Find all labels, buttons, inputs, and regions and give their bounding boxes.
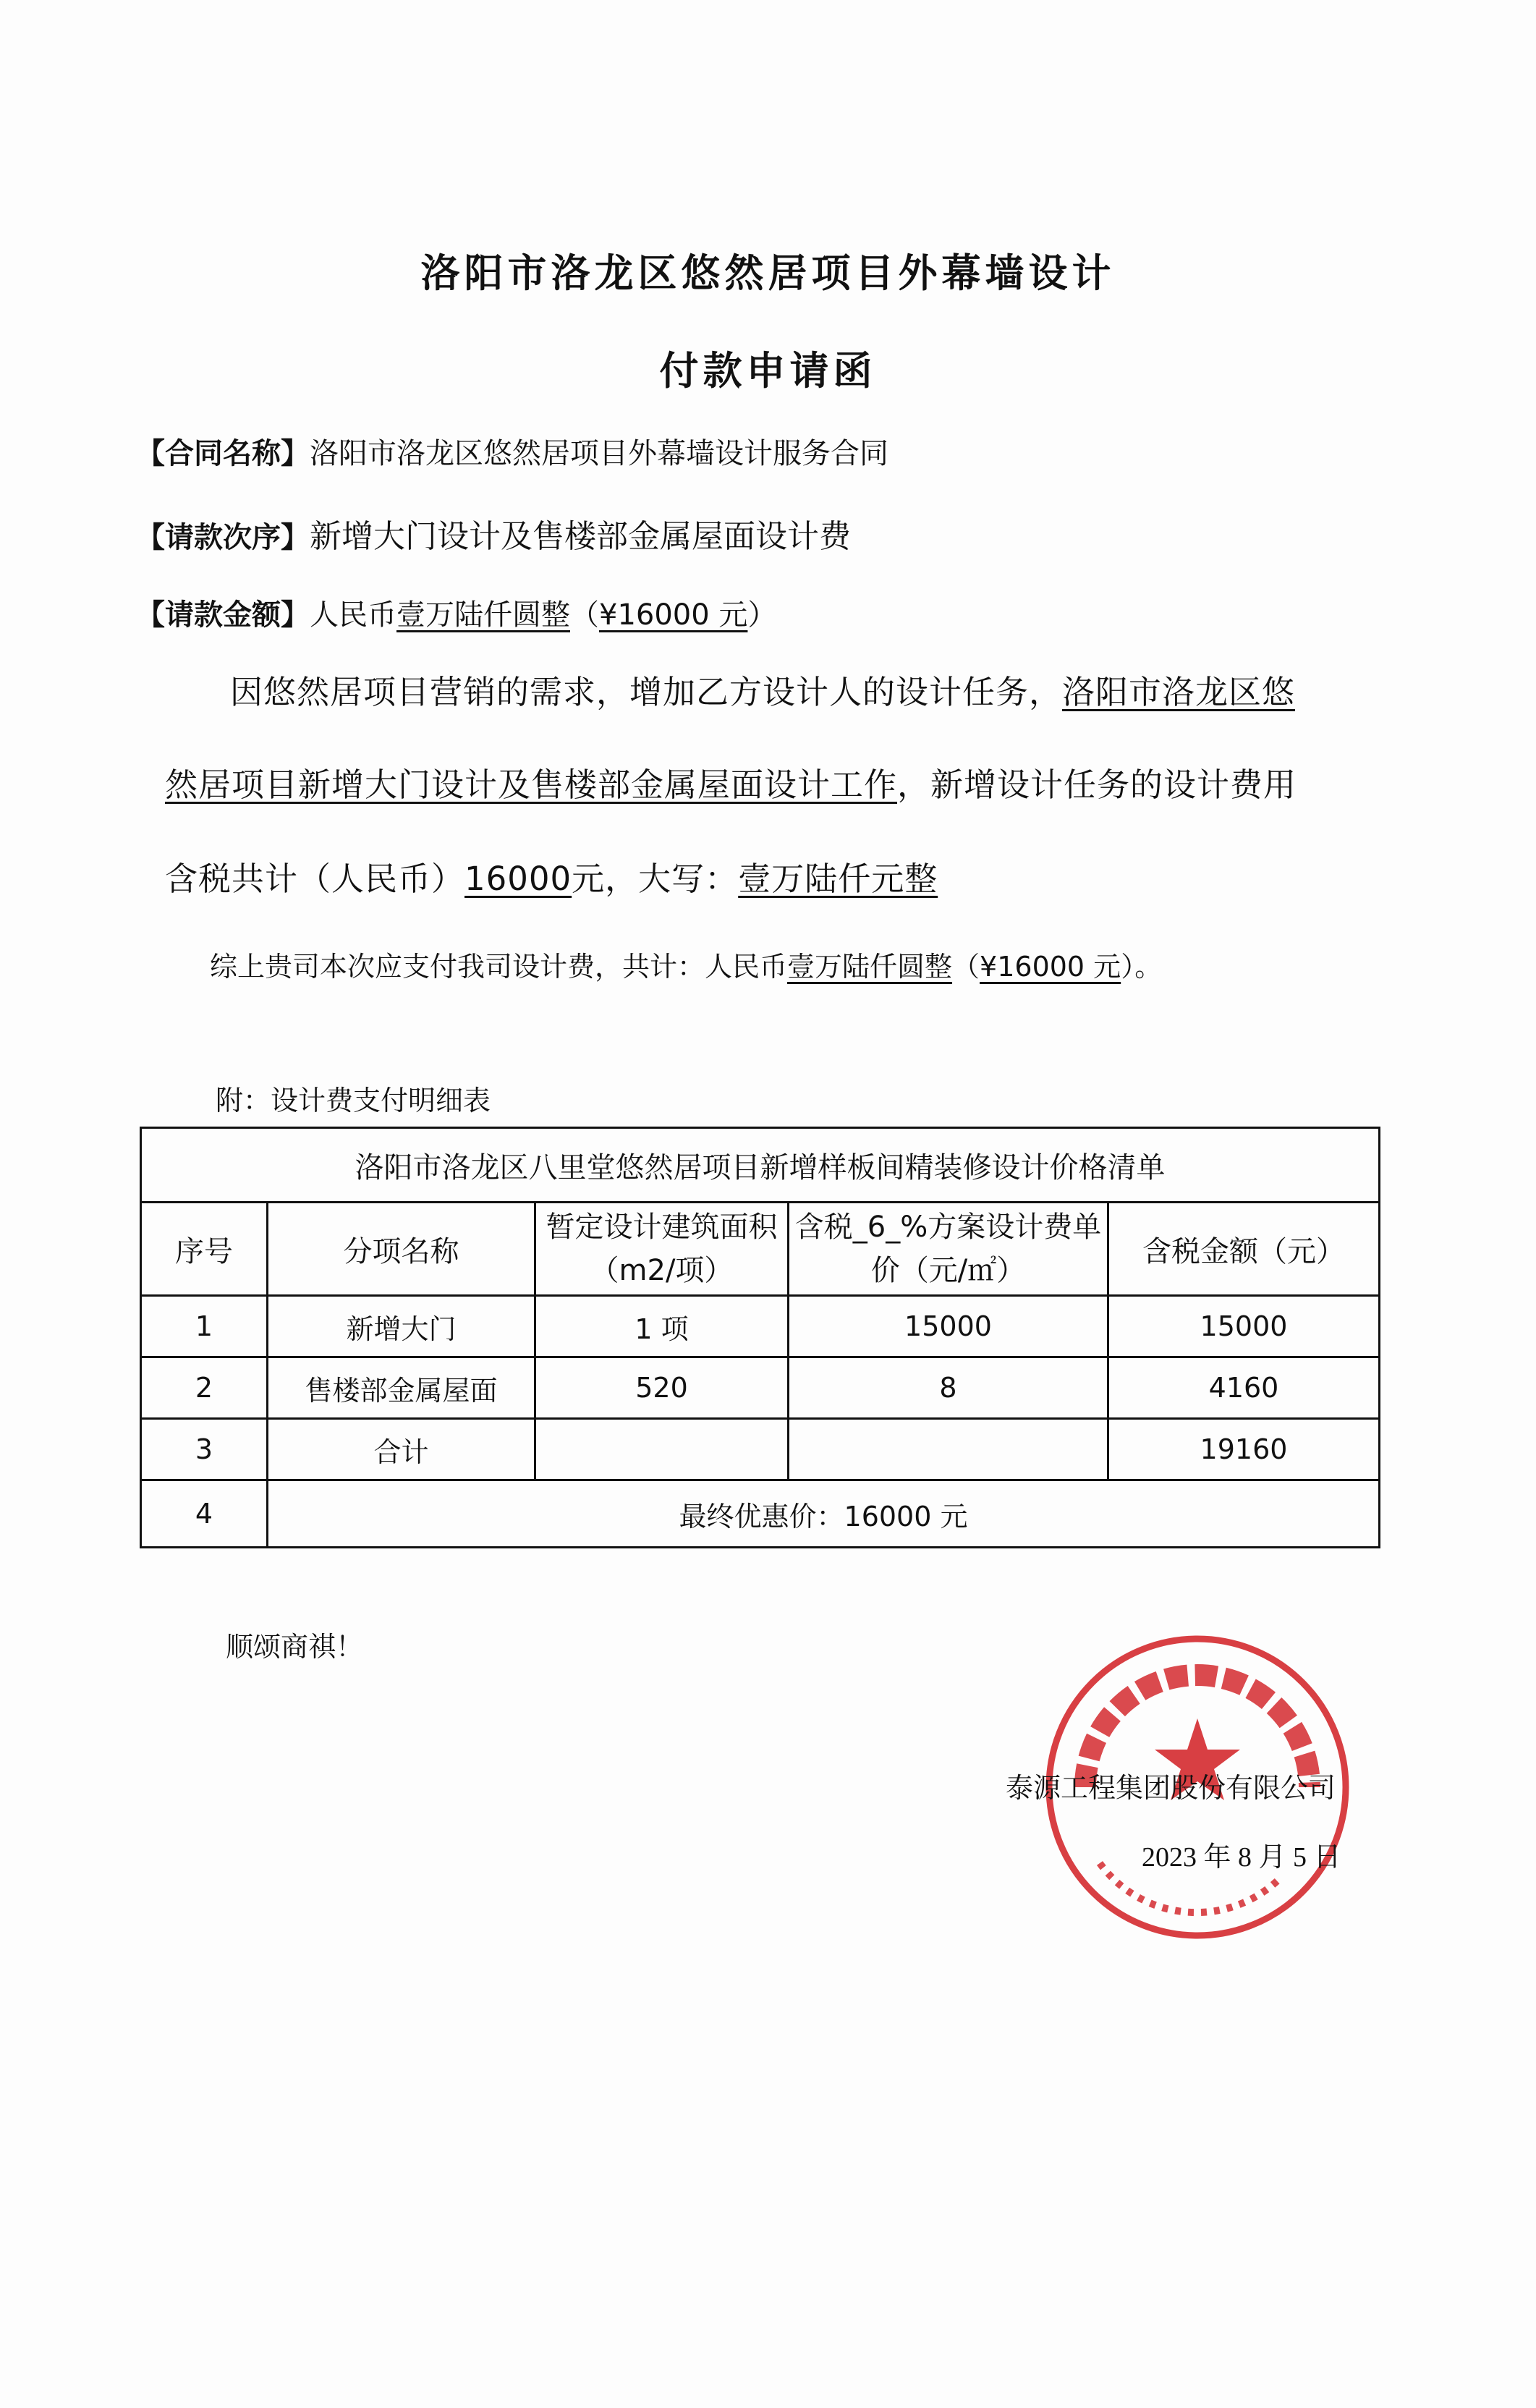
document-subtitle: 付款申请函 [659,348,877,394]
paragraph-line-1-text: 因悠然居项目营销的需求，增加乙方设计人的设计任务， [230,673,1063,711]
cell-item-name: 新增大门 [268,1296,535,1357]
paragraph-line-2-text: ，新增设计任务的设计费用 [897,766,1297,804]
paragraph-line-1 [230,666,1295,713]
fee-detail-table [140,1127,1380,1548]
summary-prefix: 综上贵司本次应支付我司设计费，共计：人民币 [210,951,788,983]
cell-no: 1 [141,1296,268,1357]
table-row-final-price [141,1480,1380,1548]
payment-amount-words: 壹万陆仟圆整 [396,598,570,632]
cell-item-name: 合计 [268,1419,535,1480]
contract-name-value: 洛阳市洛龙区悠然居项目外幕墙设计服务合同 [310,437,888,470]
header-no: 序号 [141,1203,268,1296]
cell-final-price: 最终优惠价：16000 元 [268,1480,1380,1548]
summary-line [210,944,1162,984]
cell-unit-price: 8 [789,1357,1108,1419]
company-name: 泰源工程集团股份有限公司 [1006,1772,1336,1804]
document-title: 洛阳市洛龙区悠然居项目外幕墙设计 [420,250,1116,296]
cell-area: 1 项 [535,1296,789,1357]
payment-amount-label: 【请款金额】 [136,598,310,632]
cell-amount: 15000 [1108,1296,1380,1357]
letter-date: 2023 年 8 月 5 日 [1142,1842,1341,1873]
paragraph-line-1-underlined: 洛阳市洛龙区悠 [1062,673,1296,711]
paragraph-line-2-underlined: 然居项目新增大门设计及售楼部金属屋面设计工作 [165,766,898,804]
summary-words: 壹万陆仟圆整 [787,951,953,983]
paragraph-line-2 [165,758,1297,805]
paragraph-line-3-amount: 16000 [464,860,572,898]
cell-no: 4 [141,1480,268,1548]
contract-name-label: 【合同名称】 [136,437,310,470]
paragraph-line-3 [165,852,938,899]
payment-amount-prefix: 人民币 [310,598,396,632]
summary-amount: ¥16000 元 [980,951,1121,983]
table-row [141,1296,1380,1357]
paragraph-line-3-prefix: 含税共计（人民币） [165,860,465,898]
cell-no: 3 [141,1419,268,1480]
cell-unit-price: 15000 [789,1296,1108,1357]
table-row [141,1357,1380,1419]
summary-close: ）。 [1121,951,1163,983]
header-unit-price: 含税_6_%方案设计费单价（元/㎡） [789,1203,1108,1296]
cell-amount: 19160 [1108,1419,1380,1480]
payment-sequence-label: 【请款次序】 [136,521,310,554]
header-item-name: 分项名称 [268,1203,535,1296]
summary-open: （ [952,951,980,983]
payment-amount-open: （ [570,598,599,632]
header-amount: 含税金额（元） [1108,1203,1380,1296]
attachment-label: 附：设计费支付明细表 [216,1085,491,1116]
closing-salutation: 顺颂商祺！ [226,1631,364,1663]
table-title: 洛阳市洛龙区八里堂悠然居项目新增样板间精装修设计价格清单 [141,1128,1380,1203]
payment-amount-close: ） [747,598,777,632]
payment-amount-figure: ¥16000 元 [599,598,748,632]
paragraph-line-3-words: 壹万陆仟元整 [738,860,938,898]
table-header-row [141,1203,1380,1296]
payment-sequence-value: 新增大门设计及售楼部金属屋面设计费 [310,518,851,555]
cell-area: 520 [535,1357,789,1419]
cell-unit-price [789,1419,1108,1480]
paragraph-line-3-mid: 元，大写： [572,860,739,898]
payment-amount-field [136,592,776,633]
cell-area [535,1419,789,1480]
table-row-total [141,1419,1380,1480]
cell-amount: 4160 [1108,1357,1380,1419]
cell-no: 2 [141,1357,268,1419]
table-title-row [141,1128,1380,1203]
contract-name-field [136,431,888,472]
cell-item-name: 售楼部金属屋面 [268,1357,535,1419]
header-area: 暂定设计建筑面积（m2/项） [535,1203,789,1296]
payment-sequence-field [136,510,851,556]
